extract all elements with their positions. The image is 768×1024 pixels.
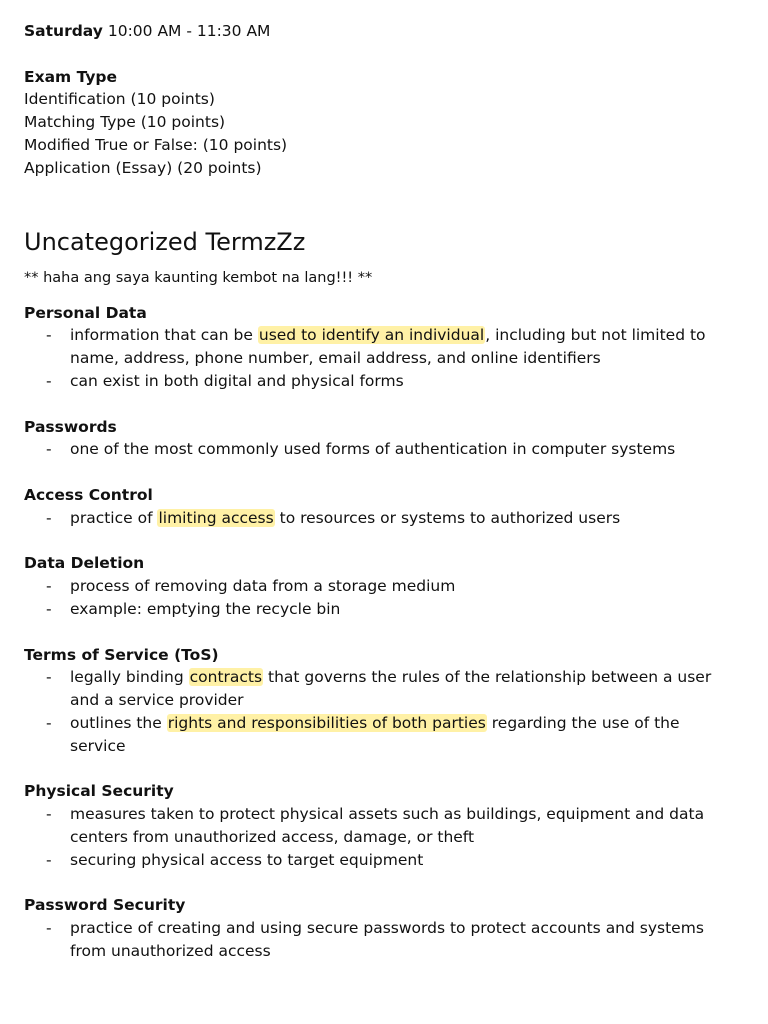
term-block [24,302,724,393]
term-heading: Data Deletion [24,554,145,573]
term-block [24,894,724,962]
bullet-dash: - [46,440,52,459]
bullet-dash: - [46,668,52,687]
term-block [24,484,724,530]
term-bullet-list [24,803,724,871]
term-bullet [24,666,724,712]
term-bullet [24,712,724,758]
bullet-text: to resources or systems to authorized users [274,508,621,527]
bullet-text: one of the most commonly used forms of authentication in computer systems [70,440,676,459]
bullet-dash: - [46,371,52,390]
bullet-text: , including but not limited to name, address, phone number, email address, and online identifiers [70,326,706,368]
term-block [24,552,724,620]
bullet-dash: - [46,326,52,345]
exam-item: Matching Type (10 points) [24,113,226,132]
bullet-dash: - [46,577,52,596]
bullet-dash: - [46,713,52,732]
schedule-line [24,20,724,43]
term-bullet-list [24,324,724,392]
term-bullet [24,575,724,598]
term-block [24,416,724,462]
schedule-day: Saturday [24,22,103,40]
term-heading: Physical Security [24,782,174,801]
bullet-text: practice of creating and using secure passwords to protect accounts and systems from unauthorized access [70,919,704,960]
terms-list [24,302,724,963]
bullet-text: can exist in both digital and physical forms [70,371,404,390]
bullet-dash: - [46,805,52,824]
term-bullet [24,324,724,370]
bullet-text: practice of [70,508,158,527]
term-bullet [24,849,724,872]
term-bullet [24,370,724,393]
bullet-dash: - [46,508,52,527]
bullet-text: example: emptying the recycle bin [70,599,341,618]
highlighted-text: contracts [189,668,263,687]
highlighted-text: used to identify an individual [258,326,485,345]
bullet-dash: - [46,850,52,869]
term-block [24,780,724,871]
term-bullet [24,598,724,621]
term-heading: Personal Data [24,303,147,322]
term-heading: Access Control [24,485,153,504]
bullet-text: regarding the use of the service [70,713,680,755]
bullet-text: process of removing data from a storage medium [70,577,456,596]
highlighted-text: rights and responsibilities of both parties [167,713,486,732]
exam-type-heading: Exam Type [24,67,118,86]
term-bullet-list [24,438,724,461]
term-bullet [24,917,724,963]
document-page [24,20,724,985]
section-title: Uncategorized TermzZz [24,227,306,256]
term-heading: Terms of Service (ToS) [24,645,219,664]
bullet-text: information that can be [70,326,258,345]
term-bullet-list [24,917,724,963]
spacer [24,43,724,66]
bullet-text: legally binding [70,668,189,687]
highlighted-text: limiting access [158,508,274,527]
term-heading: Password Security [24,896,186,915]
bullet-text: outlines the [70,713,167,732]
bullet-dash: - [46,919,52,938]
exam-item: Modified True or False: (10 points) [24,135,288,154]
term-bullet-list [24,575,724,621]
bullet-text: securing physical access to target equipment [70,850,424,869]
term-bullet [24,803,724,849]
term-bullet-list [24,507,724,530]
term-bullet [24,507,724,530]
schedule-time: 10:00 AM - 11:30 AM [107,22,271,40]
bullet-text: that governs the rules of the relationship between a user and a service provider [70,668,712,710]
exam-item: Identification (10 points) [24,90,215,109]
bullet-text: measures taken to protect physical assets such as buildings, equipment and data centers from unauthorized access, damage, or theft [70,805,705,846]
section-subtitle: ** haha ang saya kaunting kembot na lang!!! ** [24,269,373,286]
bullet-dash: - [46,599,52,618]
term-bullet [24,438,724,461]
exam-item: Application (Essay) (20 points) [24,158,262,177]
term-block [24,644,724,758]
term-heading: Passwords [24,417,117,436]
term-bullet-list [24,666,724,757]
